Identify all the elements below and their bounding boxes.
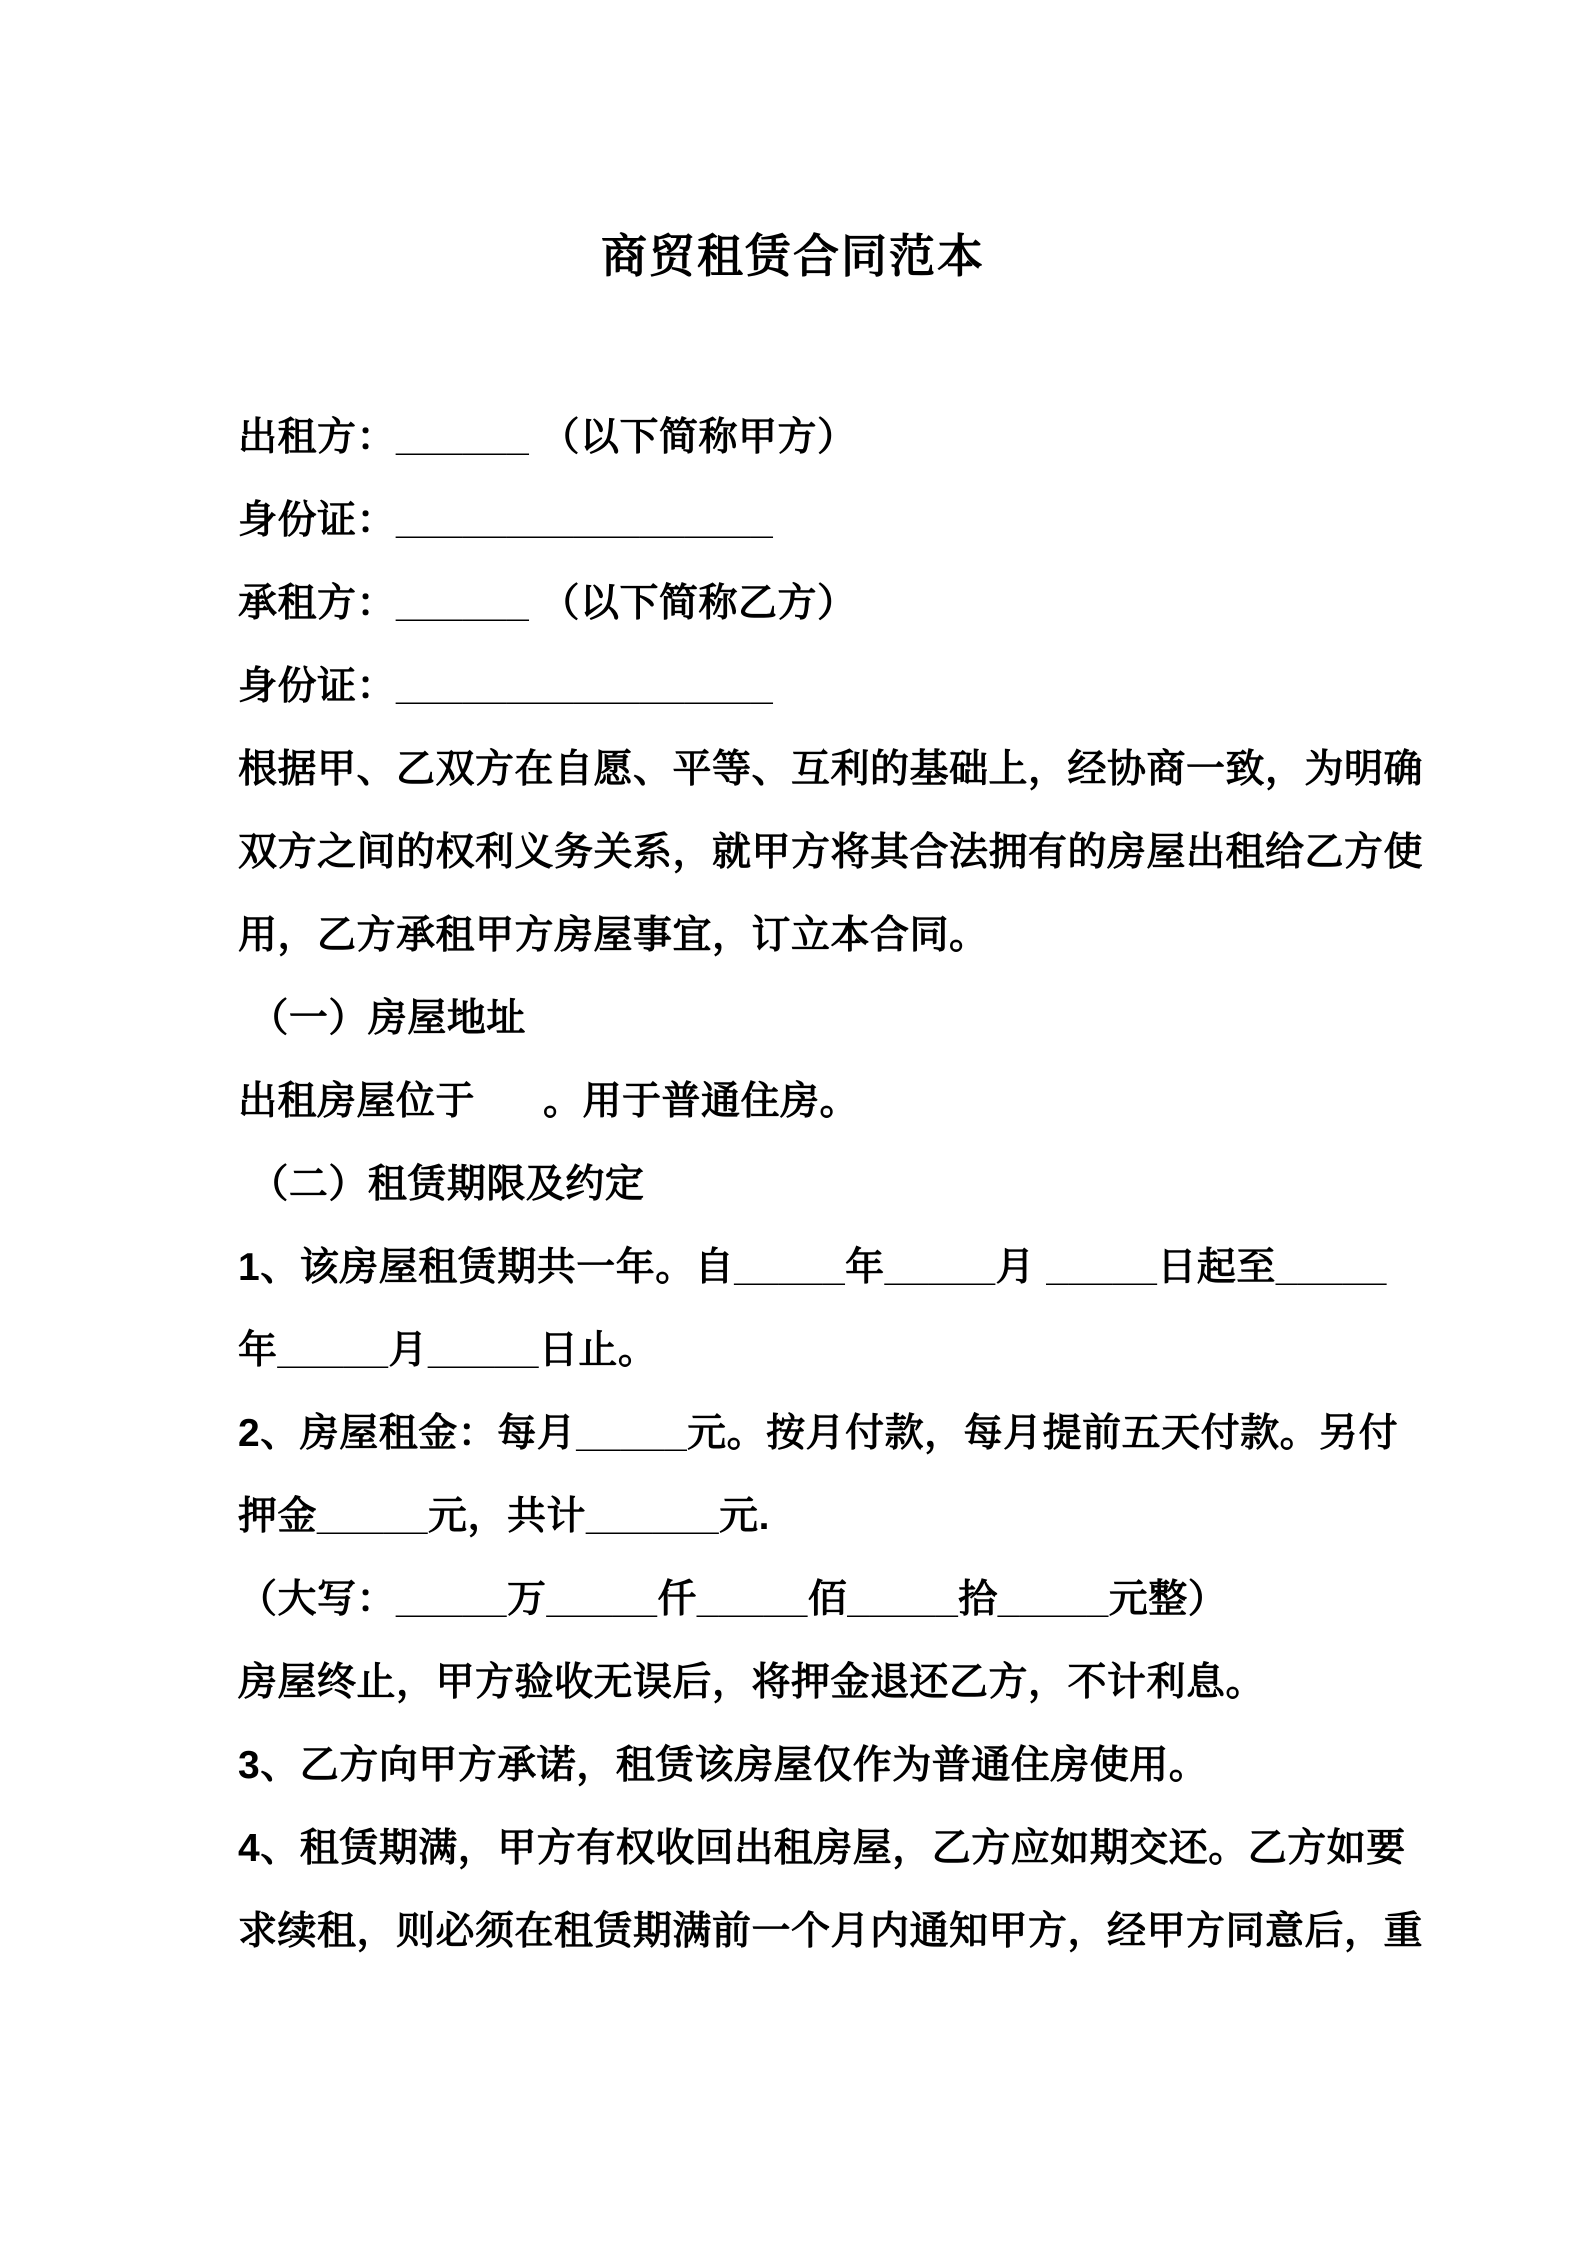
line-preamble-3: 用，乙方承租甲方房屋事宜，订立本合同。 bbox=[238, 914, 989, 957]
line-clause3-usage: 3、乙方向甲方承诺，租赁该房屋仅作为普通住房使用。 bbox=[238, 1744, 1209, 1787]
line-lessee-id: 身份证：_________________ bbox=[238, 665, 774, 708]
line-amount-words: （大写：_____万_____仟_____佰_____拾_____元整） bbox=[238, 1578, 1228, 1621]
line-clause4-expiry-1: 4、租赁期满，甲方有权收回出租房屋，乙方应如期交还。乙方如要 bbox=[238, 1827, 1406, 1870]
line-clause4-expiry-2: 求续租，则必须在租赁期满前一个月内通知甲方，经甲方同意后，重 bbox=[238, 1910, 1424, 1953]
line-clause2-rent-2: 押金_____元，共计______元. bbox=[238, 1495, 770, 1538]
line-house-address: 出租房屋位于 。用于普通住房。 bbox=[238, 1080, 860, 1123]
heading-section-1: （一）房屋地址 bbox=[238, 997, 526, 1040]
line-lessee: 承租方：______ （以下简称乙方） bbox=[238, 582, 857, 625]
line-lessor: 出租方：______ （以下简称甲方） bbox=[238, 416, 857, 459]
document-body bbox=[238, 396, 1424, 1973]
line-preamble-2: 双方之间的权利义务关系，就甲方将其合法拥有的房屋出租给乙方使 bbox=[238, 831, 1424, 874]
line-lessor-id: 身份证：_________________ bbox=[238, 499, 774, 542]
line-clause1-term-1: 1、该房屋租赁期共一年。自_____年_____月 _____日起至_____ bbox=[238, 1246, 1387, 1289]
document-title: 商贸租赁合同范本 bbox=[601, 230, 985, 282]
line-deposit-return: 房屋终止，甲方验收无误后，将押金退还乙方，不计利息。 bbox=[238, 1661, 1266, 1704]
line-clause2-rent-1: 2、房屋租金：每月_____元。按月付款，每月提前五天付款。另付 bbox=[238, 1412, 1399, 1455]
heading-section-2: （二）租赁期限及约定 bbox=[238, 1163, 645, 1206]
line-clause1-term-2: 年_____月_____日止。 bbox=[238, 1329, 658, 1372]
line-preamble-1: 根据甲、乙双方在自愿、平等、互利的基础上，经协商一致，为明确 bbox=[238, 748, 1424, 791]
